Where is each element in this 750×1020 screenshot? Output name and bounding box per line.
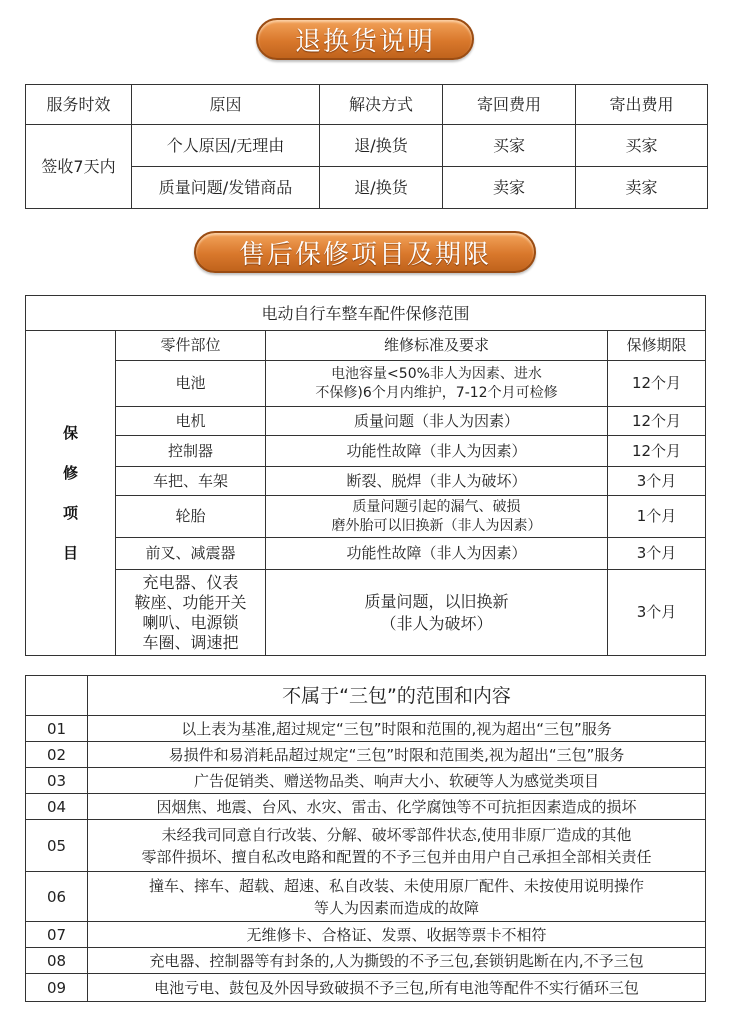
warranty-title-row <box>26 296 706 331</box>
row-number: 07 <box>26 922 88 948</box>
standard-line: 质量问题（非人为因素） <box>353 411 519 430</box>
header-cell: 寄回费用 <box>443 85 576 125</box>
table-row <box>26 742 706 768</box>
exclusion-line: 广告促销类、赠送物品类、响声大小、软硬等人为感觉类项目 <box>193 771 599 790</box>
exclusion-line: 电池亏电、鼓包及外因导致破损不予三包,所有电池等配件不实行循环三包 <box>154 978 639 997</box>
table-row <box>26 407 706 436</box>
part-line: 控制器 <box>167 441 213 460</box>
part-line: 电机 <box>175 411 206 430</box>
exclusion-line: 未经我司同意自行改装、分解、破坏零部件状态,使用非原厂造成的其他 <box>161 825 632 844</box>
table-row <box>26 467 706 496</box>
reason-cell: 个人原因/无理由 <box>132 125 320 167</box>
table-row <box>26 125 708 167</box>
exclusion-line: 充电器、控制器等有封条的,人为撕毁的不予三包,套锁钥匙断在内,不予三包 <box>149 951 644 970</box>
header-cell: 维修标准及要求 <box>266 331 608 361</box>
table-row <box>26 538 706 570</box>
reason-cell: 质量问题/发错商品 <box>132 167 320 209</box>
standard-cell <box>266 436 608 467</box>
table-row <box>26 872 706 922</box>
standard-line: （非人为破坏） <box>380 613 493 633</box>
row-number: 08 <box>26 948 88 974</box>
table-row <box>26 794 706 820</box>
warranty-side-label <box>26 331 116 656</box>
exclusion-text <box>88 820 706 872</box>
part-cell <box>116 436 266 467</box>
period-cell: 1个月 <box>608 496 706 538</box>
exclusion-text <box>88 768 706 794</box>
part-line: 电池 <box>175 374 206 392</box>
side-char: 修 <box>62 464 78 482</box>
exclusion-line: 以上表为基准,超过规定“三包”时限和范围的,视为超出“三包”服务 <box>181 719 612 738</box>
exclusion-text <box>88 974 706 1002</box>
header-cell: 原因 <box>132 85 320 125</box>
standard-cell <box>266 467 608 496</box>
exclusion-text <box>88 742 706 768</box>
standard-cell <box>266 570 608 656</box>
return-policy-table <box>25 84 708 209</box>
exclusion-text <box>88 948 706 974</box>
part-line: 鞍座、功能开关 <box>134 592 247 612</box>
return-header-row <box>26 85 708 125</box>
blank-header-cell <box>26 676 88 716</box>
exclusion-line: 零部件损坏、擅自私改电路和配置的不予三包并由用户自己承担全部相关责任 <box>141 847 652 866</box>
row-number: 04 <box>26 794 88 820</box>
header-cell: 服务时效 <box>26 85 132 125</box>
table-row <box>26 922 706 948</box>
part-line: 车把、车架 <box>152 471 228 490</box>
send-fee-cell: 买家 <box>576 125 708 167</box>
table-row <box>26 820 706 872</box>
table-row <box>26 768 706 794</box>
period-cell: 12个月 <box>608 361 706 407</box>
part-cell <box>116 407 266 436</box>
exclusion-line: 撞车、摔车、超载、超速、私自改装、未使用原厂配件、未按使用说明操作 <box>148 876 644 895</box>
warranty-table <box>25 295 706 656</box>
standard-line: 不保修)6个月内维护，7-12个月可检修 <box>315 384 558 401</box>
return-policy-banner: 退换货说明 <box>256 18 474 60</box>
row-number: 05 <box>26 820 88 872</box>
table-row <box>26 570 706 656</box>
standard-cell <box>266 496 608 538</box>
standard-line: 断裂、脱焊（非人为破坏） <box>346 471 527 490</box>
standard-line: 电池容量<50%非人为因素、进水 <box>331 365 542 382</box>
send-fee-cell: 卖家 <box>576 167 708 209</box>
header-cell: 解决方式 <box>320 85 443 125</box>
part-cell <box>116 467 266 496</box>
standard-cell <box>266 361 608 407</box>
header-cell: 零件部位 <box>116 331 266 361</box>
row-number: 02 <box>26 742 88 768</box>
standard-line: 质量问题，以旧换新 <box>364 591 509 611</box>
standard-line: 功能性故障（非人为因素） <box>346 544 527 562</box>
row-number: 06 <box>26 872 88 922</box>
period-cell: 3个月 <box>608 538 706 570</box>
part-line: 车圈、调速把 <box>142 632 239 652</box>
table-row <box>26 361 706 407</box>
header-cell: 保修期限 <box>608 331 706 361</box>
period-cell: 3个月 <box>608 467 706 496</box>
header-cell: 寄出费用 <box>576 85 708 125</box>
part-line: 充电器、仪表 <box>142 572 239 592</box>
table-row <box>26 948 706 974</box>
solution-cell: 退/换货 <box>320 167 443 209</box>
solution-cell: 退/换货 <box>320 125 443 167</box>
exclusion-table <box>25 675 706 1002</box>
standard-cell <box>266 407 608 436</box>
exclusion-text <box>88 872 706 922</box>
standard-line: 质量问题引起的漏气、破损 <box>352 498 521 515</box>
table-row <box>26 716 706 742</box>
standard-line: 磨外胎可以旧换新（非人为因素） <box>331 517 542 534</box>
side-char: 保 <box>62 424 78 442</box>
period-cell: 12个月 <box>608 436 706 467</box>
return-fee-cell: 买家 <box>443 125 576 167</box>
period-cell: 12个月 <box>608 407 706 436</box>
table-row <box>26 974 706 1002</box>
warranty-header-row <box>26 331 706 361</box>
part-cell <box>116 538 266 570</box>
standard-line: 功能性故障（非人为因素） <box>346 441 527 460</box>
part-line: 前叉、减震器 <box>145 544 236 562</box>
warranty-table-title: 电动自行车整车配件保修范围 <box>26 296 706 331</box>
side-char: 目 <box>62 544 78 562</box>
part-cell <box>116 361 266 407</box>
standard-cell <box>266 538 608 570</box>
return-fee-cell: 卖家 <box>443 167 576 209</box>
exclusion-line: 无维修卡、合格证、发票、收据等票卡不相符 <box>246 925 547 944</box>
row-number: 01 <box>26 716 88 742</box>
exclusion-line: 易损件和易消耗品超过规定“三包”时限和范围类,视为超出“三包”服务 <box>168 745 625 764</box>
part-line: 轮胎 <box>175 507 206 525</box>
part-cell <box>116 496 266 538</box>
exclusion-line: 因烟焦、地震、台风、水灾、雷击、化学腐蚀等不可抗拒因素造成的损坏 <box>156 797 637 816</box>
service-period-cell: 签收7天内 <box>26 125 132 209</box>
side-char: 项 <box>62 504 78 522</box>
part-line: 喇叭、电源锁 <box>142 612 239 632</box>
period-cell: 3个月 <box>608 570 706 656</box>
exclusion-text <box>88 922 706 948</box>
exclusion-text <box>88 716 706 742</box>
row-number: 09 <box>26 974 88 1002</box>
exclusion-text <box>88 794 706 820</box>
exclusion-title-row <box>26 676 706 716</box>
table-row <box>26 496 706 538</box>
warranty-banner: 售后保修项目及期限 <box>194 231 536 273</box>
exclusion-line: 等人为因素而造成的故障 <box>313 898 479 917</box>
row-number: 03 <box>26 768 88 794</box>
table-row <box>26 436 706 467</box>
part-cell <box>116 570 266 656</box>
exclusion-title: 不属于“三包”的范围和内容 <box>88 676 706 716</box>
